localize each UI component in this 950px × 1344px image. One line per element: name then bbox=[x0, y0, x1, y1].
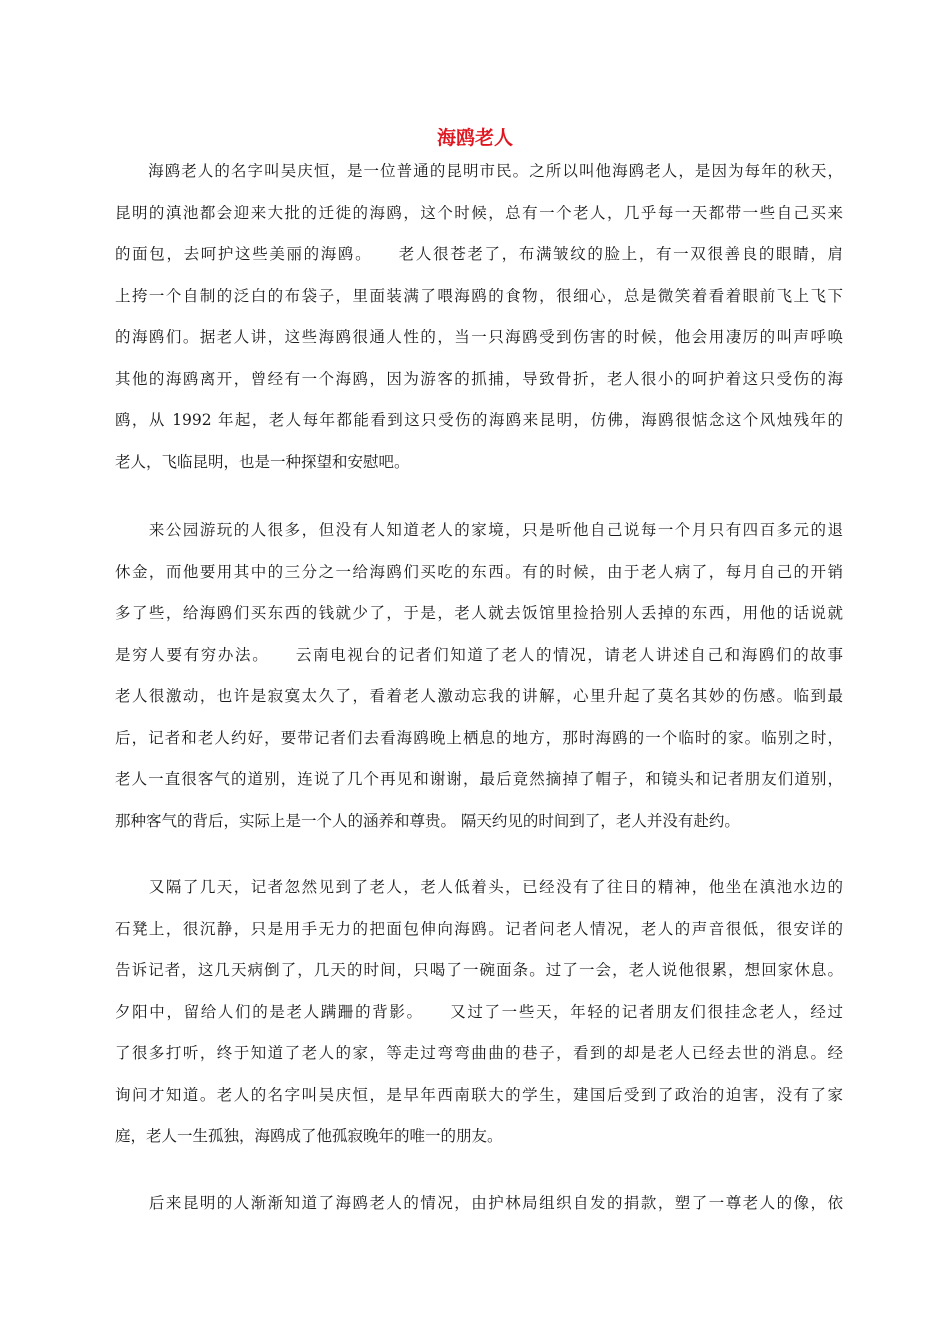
text-line: 来公园游玩的人很多，但没有人知道老人的家境，只是听他自己说每一个月只有四百多元的退 bbox=[115, 521, 843, 539]
text-line: 了很多打听，终于知道了老人的家，等走过弯弯曲曲的巷子，看到的却是老人已经去世的消息。经 bbox=[115, 1044, 843, 1062]
text-line: 其他的海鸥离开，曾经有一个海鸥，因为游客的抓捕，导致骨折，老人很小的呵护着这只受伤的海 bbox=[115, 369, 843, 388]
paragraph-2 bbox=[115, 510, 843, 842]
text-line: 鸥，从 1992 年起，老人每年都能看到这只受伤的海鸥来昆明，仿佛，海鸥很惦念这个风烛残年的 bbox=[115, 411, 843, 429]
text-line: 的海鸥们。据老人讲，这些海鸥很通人性的，当一只海鸥受到伤害的时候，他会用凄厉的叫声呼唤 bbox=[115, 328, 843, 346]
text-line: 休金，而他要用其中的三分之一给海鸥们买吃的东西。有的时候，由于老人病了，每月自己的开销 bbox=[115, 562, 843, 581]
paragraph-4 bbox=[115, 1183, 843, 1225]
text-line: 夕阳中，留给人们的是老人蹒跚的背影。 又过了一些天，年轻的记者朋友们很挂念老人，经过 bbox=[115, 1002, 843, 1021]
page-title: 海鸥老人 bbox=[436, 127, 513, 149]
text-line: 又隔了几天，记者忽然见到了老人，老人低着头，已经没有了往日的精神，他坐在滇池水边的 bbox=[115, 878, 843, 896]
text-line: 那种客气的背后，实际上是一个人的涵养和尊贵。 隔天约见的时间到了，老人并没有赴约。 bbox=[115, 811, 740, 830]
text-line: 上挎一个自制的泛白的布袋子，里面装满了喂海鸥的食物，很细心，总是微笑着看着眼前飞上飞下 bbox=[115, 286, 843, 305]
text-line: 多了些，给海鸥们买东西的钱就少了，于是，老人就去饭馆里捡拾别人丢掉的东西，用他的话说就 bbox=[115, 604, 843, 622]
text-line: 老人，飞临昆明，也是一种探望和安慰吧。 bbox=[115, 452, 410, 471]
text-line: 石凳上，很沉静，只是用手无力的把面包伸向海鸥。记者问老人情况，老人的声音很低，很安详的 bbox=[115, 919, 843, 938]
paragraph-3 bbox=[115, 867, 843, 1158]
text-line: 询问才知道。老人的名字叫吴庆恒，是早年西南联大的学生，建国后受到了政治的迫害，没有了家 bbox=[115, 1085, 843, 1104]
text-line: 昆明的滇池都会迎来大批的迁徙的海鸥，这个时候，总有一个老人，几乎每一天都带一些自己买来 bbox=[115, 203, 843, 222]
text-line: 老人很激动，也许是寂寞太久了，看着老人激动忘我的讲解，心里升起了莫名其妙的伤感。临到最 bbox=[115, 687, 843, 705]
paragraph-1 bbox=[115, 151, 843, 483]
text-line: 后，记者和老人约好，要带记者们去看海鸥晚上栖息的地方，那时海鸥的一个临时的家。临别之时， bbox=[115, 728, 843, 747]
text-line: 后来昆明的人渐渐知道了海鸥老人的情况，由护林局组织自发的捐款，塑了一尊老人的像，依 bbox=[115, 1194, 843, 1212]
text-line: 老人一直很客气的道别，连说了几个再见和谢谢，最后竟然摘掉了帽子，和镜头和记者朋友们道别， bbox=[115, 770, 843, 788]
text-line: 庭，老人一生孤独，海鸥成了他孤寂晚年的唯一的朋友。 bbox=[115, 1127, 503, 1145]
text-line: 告诉记者，这几天病倒了，几天的时间，只喝了一碗面条。过了一会，老人说他很累，想回家休息。 bbox=[115, 961, 843, 979]
text-line: 的面包，去呵护这些美丽的海鸥。 老人很苍老了，布满皱纹的脸上，有一双很善良的眼睛，肩 bbox=[115, 245, 843, 263]
text-line: 海鸥老人的名字叫吴庆恒，是一位普通的昆明市民。之所以叫他海鸥老人，是因为每年的秋天， bbox=[115, 162, 843, 180]
text-line: 是穷人要有穷办法。 云南电视台的记者们知道了老人的情况，请老人讲述自己和海鸥们的故事 bbox=[115, 645, 843, 664]
